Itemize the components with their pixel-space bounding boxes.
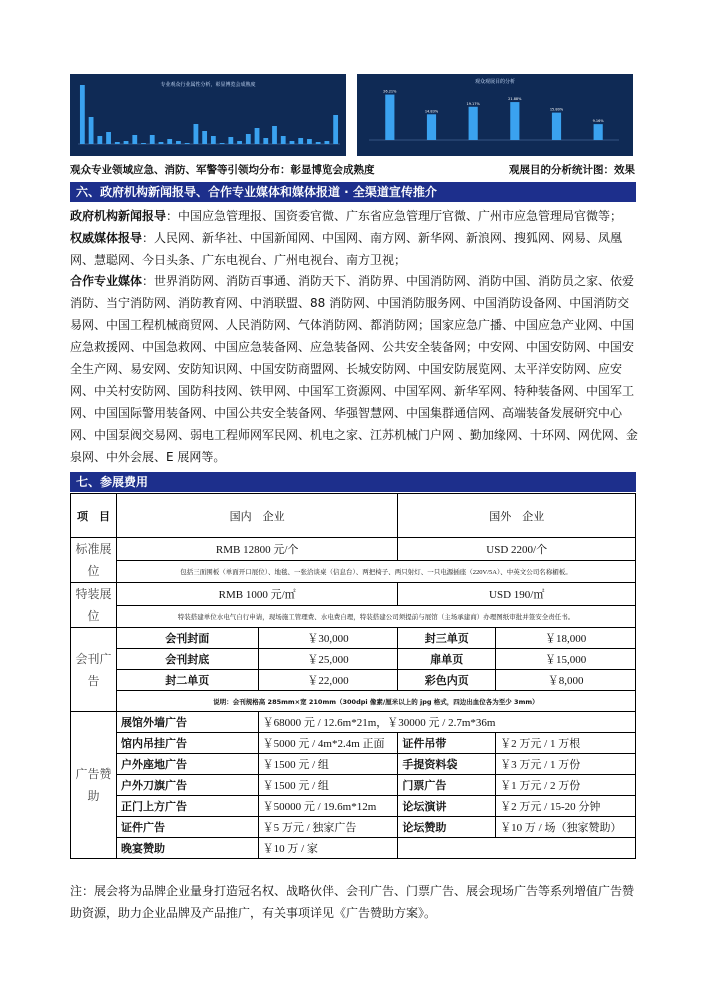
data-label: 9.16% [592, 119, 604, 124]
raw-space-note: 特装搭建单位水电气自行申请，现场施工管理费、水电费自理，特装搭建公司须提前与展馆（主场承建商）办理图纸审批并签安全责任书。 [116, 605, 635, 628]
mag-item: 会刊封底 [116, 649, 258, 670]
bar [124, 141, 129, 144]
spon-item: 馆内吊挂广告 [116, 733, 258, 754]
bar [246, 134, 251, 144]
mag-price: ￥18,000 [496, 628, 636, 649]
bar [228, 137, 233, 144]
spon-price: ￥10 万 / 场（独家赞助） [496, 817, 636, 838]
bar [290, 141, 295, 144]
std-foreign-price: USD 2200/个 [398, 538, 636, 561]
col-item: 项 目 [71, 494, 117, 538]
spon-item: 论坛演讲 [398, 796, 496, 817]
section-header-media: 六、政府机构新闻报导、合作专业媒体和媒体报道 · 全渠道宣传推介 [70, 182, 636, 202]
col-foreign: 国外 企业 [398, 494, 636, 538]
bar [298, 138, 303, 144]
bar [89, 117, 94, 144]
mag-row [71, 670, 636, 691]
spon-row [71, 754, 636, 775]
raw-domestic-price: RMB 1000 元/㎡ [116, 583, 397, 606]
auth-text: ：人民网、新华社、中国新闻网、中国网、南方网、新华网、新浪网、搜狐网、网易、凤凰网、慧聪网、今日头条、广东电视台、广州电视台、南方卫视； [70, 231, 623, 267]
spon-item: 户外座地广告 [116, 754, 258, 775]
bar [255, 128, 260, 144]
section-header-fees: 七、参展费用 [70, 472, 636, 492]
spon-item: 论坛赞助 [398, 817, 496, 838]
bar [176, 141, 181, 144]
spon-label: 广告赞助 [71, 712, 117, 859]
data-label: 26.21% [383, 89, 397, 94]
gov-text: ：中国应急管理报、国资委官微、广东省应急管理厅官微、广州市应急管理局官微等； [166, 209, 623, 223]
mag-price: ￥8,000 [496, 670, 636, 691]
spon-row [71, 712, 636, 733]
bar [427, 114, 436, 140]
spon-item: 证件吊带 [398, 733, 496, 754]
gov-news-paragraph [70, 205, 638, 227]
mag-item: 扉单页 [398, 649, 496, 670]
bar [202, 131, 207, 144]
mag-price: ￥30,000 [258, 628, 398, 649]
bar [132, 135, 137, 144]
data-label: 15.80% [549, 107, 564, 112]
bar [150, 135, 155, 144]
spon-price: ￥2 万元 / 1 万根 [496, 733, 636, 754]
authority-media-paragraph [70, 227, 638, 271]
bar [80, 85, 85, 144]
spon-price: ￥3 万元 / 1 万份 [496, 754, 636, 775]
coop-text: ：世界消防网、消防百事通、消防天下、消防界、中国消防网、消防中国、消防员之家、依爱消防、当宁消防网、消防教育网、中消联盟、88 消防网、中国消防服务网、中国消防设备网、中国消防交易网、中国工程机械商贸网、人民消防网、气体消防网、都消防网；国家应急广播、中国应急产业网、中国应急救援网、中国急救网、中国应急装备网、应急装备网、公共安全装备网；中安网、中国安防网、中国安全生产网、易安网、安防知识网、中国安防商盟网、长城安防网、中国安防展览网、太平洋安防网、应安网、中关村安防网、国防科技网、铁甲网、中国军工资源网、中国军网、新华军网、特种装备网、中国军工网、中国国际警用装备网、中国公共安全装备网、华强智慧网、中国集群通信网、高端装备发展研究中心网、中国泵阀交易网、弱电工程师网军民网、机电之家、江苏机械门户网 、勤加缘网、十环网、网优网、金泉网、中外会展、E 展网等。 [70, 274, 638, 464]
empty-cell [398, 838, 636, 859]
bar [281, 136, 286, 144]
spon-price: ￥68000 元 / 12.6m*21m，￥30000 元 / 2.7m*36m [258, 712, 635, 733]
data-label: 14.83% [424, 109, 439, 114]
spon-item: 户外刀旗广告 [116, 775, 258, 796]
bar [159, 142, 164, 144]
spon-item: 手提资料袋 [398, 754, 496, 775]
bar [211, 136, 216, 144]
col-domestic: 国内 企业 [116, 494, 397, 538]
purpose-bar-chart [357, 74, 633, 156]
bar [167, 139, 172, 144]
raw-space-note-row [71, 605, 636, 628]
spon-item: 正门上方广告 [116, 796, 258, 817]
mag-row [71, 649, 636, 670]
raw-space-label: 特装展位 [71, 583, 117, 628]
spon-price: ￥1500 元 / 组 [258, 775, 398, 796]
chart-caption-left: 观众专业领域应急、消防、军警等引领均分布：彰显博览会成熟度 [70, 164, 375, 176]
fee-table [70, 493, 636, 859]
bar [385, 95, 394, 140]
raw-space-row [71, 583, 636, 606]
std-domestic-price: RMB 12800 元/个 [116, 538, 397, 561]
spon-item: 证件广告 [116, 817, 258, 838]
bar [237, 141, 242, 144]
bar [141, 143, 146, 144]
coop-label: 合作专业媒体 [70, 274, 143, 288]
mag-note-row [71, 691, 636, 712]
spon-row [71, 775, 636, 796]
mag-item: 彩色内页 [398, 670, 496, 691]
chart-title: 专业观众行业属性分析，彰显博览会成熟度 [160, 82, 256, 88]
bar [333, 115, 338, 144]
mag-note: 说明：会刊规格高 285mm×宽 210mm（300dpi 像素/厘米以上的 jpg 格式，四边出血位各为至少 3mm） [116, 691, 635, 712]
bar [106, 132, 111, 144]
mag-item: 封三单页 [398, 628, 496, 649]
footnote: 注：展会将为品牌企业量身打造冠名权、战略伙伴、会刊广告、门票广告、展会现场广告等系列增值广告赞助资源，助力企业品牌及产品推广，有关事项详见《广告赞助方案》。 [70, 884, 635, 920]
mag-item: 封二单页 [116, 670, 258, 691]
bar [594, 124, 603, 140]
spon-item: 门票广告 [398, 775, 496, 796]
raw-foreign-price: USD 190/㎡ [398, 583, 636, 606]
spon-item: 晚宴赞助 [116, 838, 258, 859]
mag-price: ￥15,000 [496, 649, 636, 670]
mag-price: ￥25,000 [258, 649, 398, 670]
bar [510, 102, 519, 140]
auth-label: 权威媒体报导 [70, 231, 143, 245]
std-booth-note-row [71, 560, 636, 583]
bar [324, 141, 329, 144]
spon-row [71, 838, 636, 859]
chart-caption-right: 观展目的分析统计图：效果 [509, 164, 635, 176]
bar [220, 143, 225, 144]
spon-item: 展馆外墙广告 [116, 712, 258, 733]
bar [272, 126, 277, 144]
std-booth-label: 标准展位 [71, 538, 117, 583]
mag-ad-label: 会刊广告 [71, 628, 117, 712]
spon-price: ￥2 万元 / 15-20 分钟 [496, 796, 636, 817]
mag-item: 会刊封面 [116, 628, 258, 649]
std-booth-row [71, 538, 636, 561]
spon-row [71, 733, 636, 754]
data-label: 19.17% [466, 101, 480, 106]
spon-row [71, 796, 636, 817]
bar [469, 107, 478, 140]
bar [307, 139, 312, 144]
spon-price: ￥1500 元 / 组 [258, 754, 398, 775]
bar [97, 136, 102, 144]
spon-price: ￥1 万元 / 2 万份 [496, 775, 636, 796]
spon-price: ￥50000 元 / 19.6m*12m [258, 796, 398, 817]
spon-price: ￥5 万元 / 独家广告 [258, 817, 398, 838]
std-booth-note: 包括三面围板（单面开口展位）、地毯、一张洽谈桌（信息台）、两把椅子、两只射灯、一只电源插座（220V/5A）、中英文公司名称楣板。 [116, 560, 635, 583]
bar [115, 142, 120, 144]
industry-bar-chart [70, 74, 346, 156]
bar [185, 143, 190, 144]
spon-price: ￥5000 元 / 4m*2.4m 正面 [258, 733, 398, 754]
spon-row [71, 817, 636, 838]
data-label: 21.88% [508, 97, 522, 102]
gov-label: 政府机构新闻报导 [70, 209, 167, 223]
bar [316, 142, 321, 144]
spon-price: ￥10 万 / 家 [258, 838, 398, 859]
bar [193, 124, 198, 144]
fee-header-row [71, 494, 636, 538]
mag-price: ￥22,000 [258, 670, 398, 691]
mag-row [71, 628, 636, 649]
cooperative-media-paragraph [70, 270, 638, 468]
bar [263, 138, 268, 144]
bar [552, 113, 561, 140]
chart-title: 观众观展目的分析 [474, 79, 516, 85]
